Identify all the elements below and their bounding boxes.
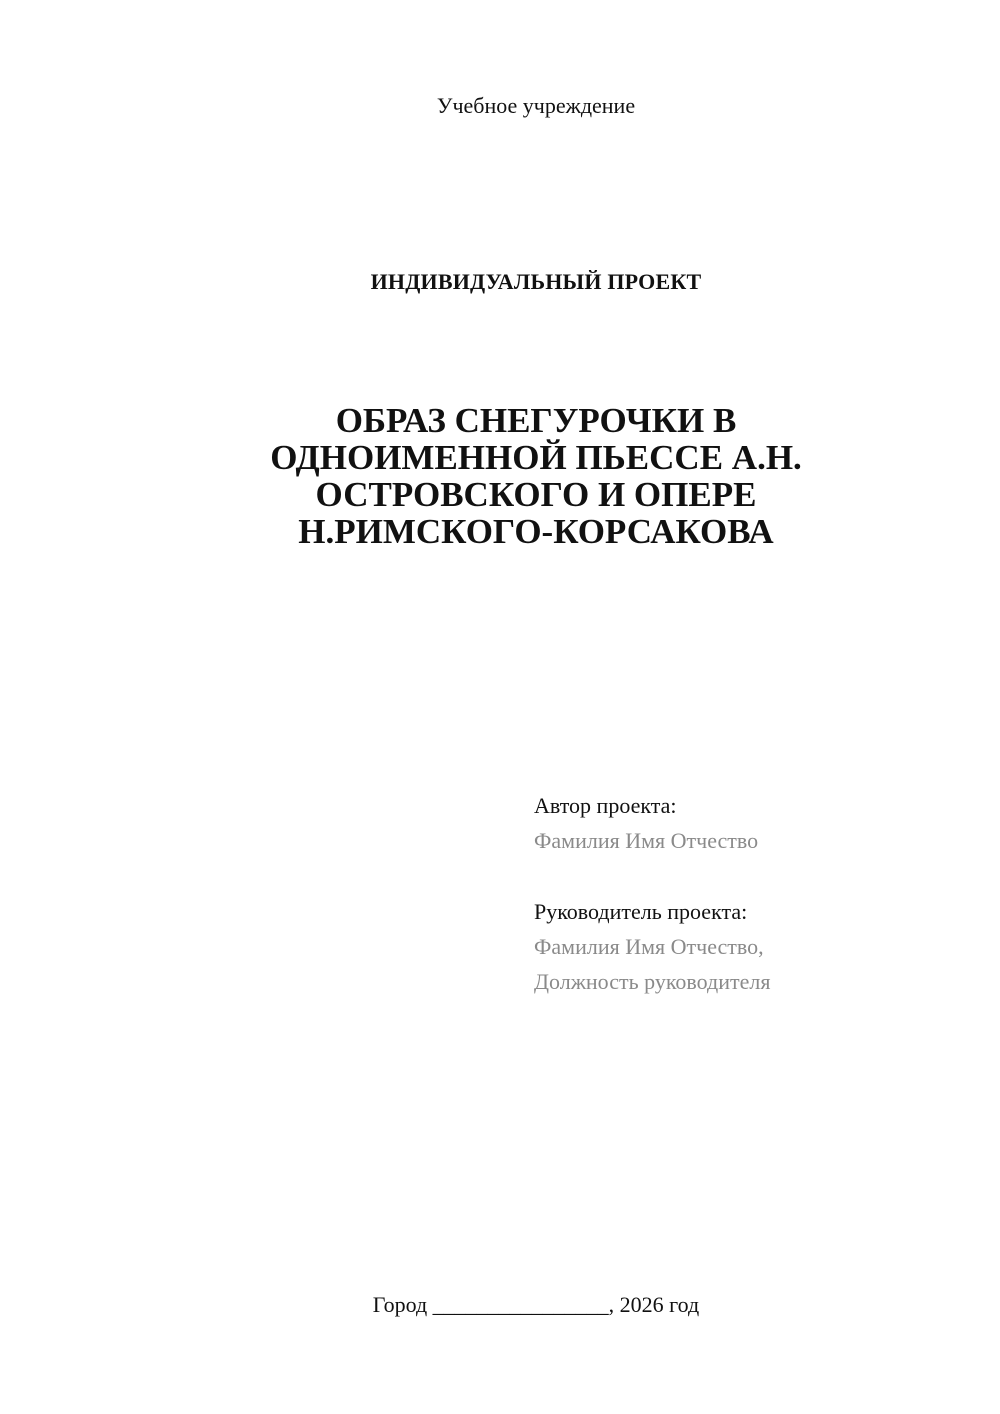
supervisor-position: Должность руководителя <box>534 969 771 994</box>
author-name: Фамилия Имя Отчество <box>534 828 759 853</box>
project-credits <box>534 788 974 999</box>
city-year-line: Город ________________, 2026 год <box>372 1292 700 1317</box>
project-title <box>200 402 872 550</box>
supervisor-label: Руководитель проекта: <box>534 899 748 924</box>
spacer <box>534 858 974 894</box>
title-line: ОДНОИМЕННОЙ ПЬЕССЕ А.Н. <box>270 438 802 477</box>
title-line: ОСТРОВСКОГО И ОПЕРЕ <box>315 475 757 514</box>
supervisor-name: Фамилия Имя Отчество, <box>534 934 764 959</box>
institution-name: Учебное учреждение <box>436 93 636 118</box>
title-line: ОБРАЗ СНЕГУРОЧКИ В <box>335 401 737 440</box>
project-type-heading: ИНДИВИДУАЛЬНЫЙ ПРОЕКТ <box>370 269 702 294</box>
author-label: Автор проекта: <box>534 793 677 818</box>
title-line: Н.РИМСКОГО-КОРСАКОВА <box>298 512 774 551</box>
